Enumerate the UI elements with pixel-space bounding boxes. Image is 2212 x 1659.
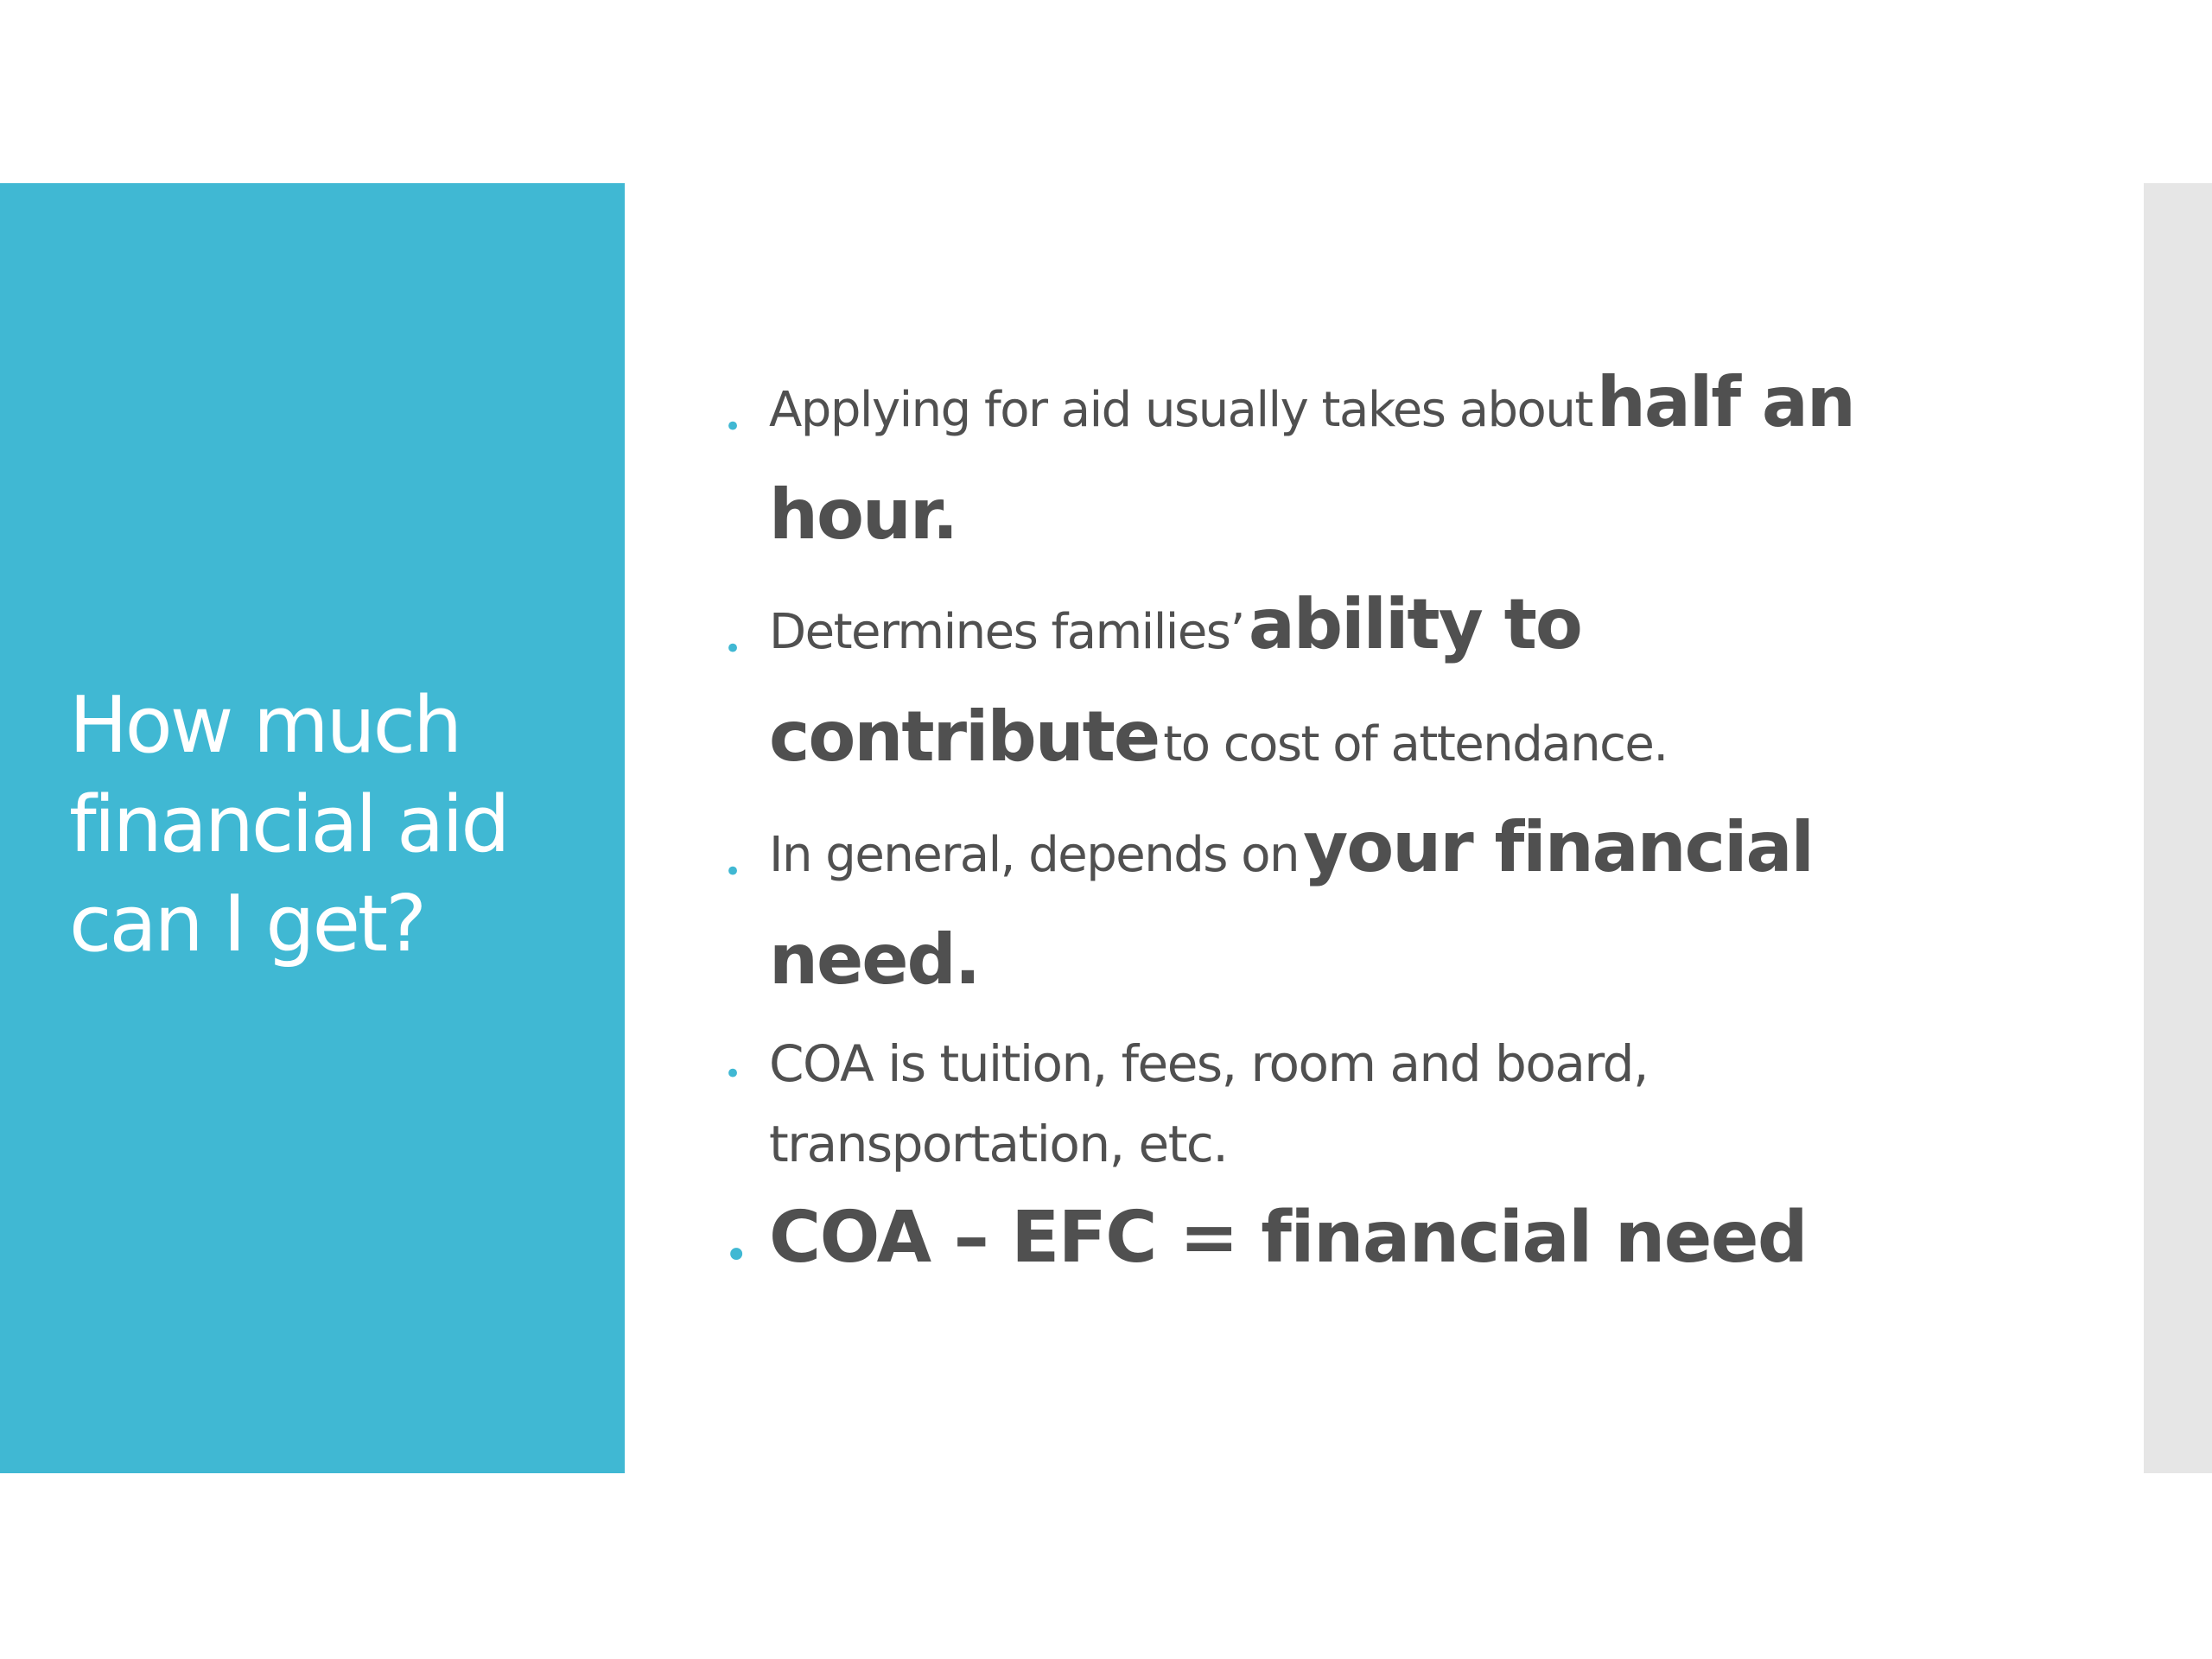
bullet-normal-text: Applying for aid usually takes about: [769, 382, 1592, 438]
bullet-dot-icon: •: [724, 632, 742, 666]
bullet-line: [769, 356, 2089, 468]
slide-title: [69, 676, 588, 974]
bullet-item-need-formula: [724, 1190, 2089, 1306]
bullet-normal-text: to cost of attendance.: [1163, 716, 1668, 772]
bullet-line: [769, 801, 2089, 913]
bullet-normal-text: In general, depends on: [769, 827, 1300, 883]
bullet-line: [769, 578, 2089, 690]
bullet-dot-icon: •: [724, 1057, 742, 1091]
bullet-text: [769, 356, 2089, 581]
bullet-emphasis-text: contribute: [769, 696, 1160, 777]
bullet-line: [769, 1030, 2089, 1110]
bullet-emphasis-text: your financial: [1303, 807, 1813, 887]
slide-title-line-3: can I get?: [69, 879, 424, 969]
slide-title-line-1: How much: [69, 680, 461, 771]
bullet-line: [769, 468, 2089, 581]
bullet-text: [769, 1190, 2089, 1306]
bullet-item-financial-need: [724, 801, 2089, 1026]
bullet-dot-icon: •: [724, 1231, 749, 1280]
bullet-line: [769, 1190, 2089, 1306]
bullet-emphasis-text: hour.: [769, 474, 957, 555]
slide-band: [0, 183, 2212, 1473]
bullet-dot-icon: •: [724, 855, 742, 889]
bullet-normal-text: transportation, etc.: [769, 1115, 1228, 1173]
bullet-item-coa-definition: [724, 1030, 2089, 1191]
formula-text: COA – EFC = financial need: [769, 1197, 1808, 1279]
bullet-text: [769, 801, 2089, 1026]
right-accent-strip: [2144, 183, 2212, 1473]
bullet-text: [769, 578, 2089, 803]
title-panel: [0, 183, 625, 1473]
bullet-item-apply-time: [724, 356, 2089, 581]
bullet-emphasis-text: ability to: [1248, 584, 1581, 664]
slide-title-line-2: financial aid: [69, 779, 508, 870]
bullet-line: [769, 913, 2089, 1026]
bullet-emphasis-text: need.: [769, 919, 980, 1000]
bullet-text: [769, 1030, 2089, 1191]
bullet-item-ability-to-contribute: [724, 578, 2089, 803]
bullet-line: [769, 690, 2089, 803]
bullet-emphasis-text: half an: [1596, 362, 1854, 442]
bullet-line: [769, 1110, 2089, 1191]
bullet-normal-text: Determines families’: [769, 604, 1244, 660]
bullet-normal-text: COA is tuition, fees, room and board,: [769, 1034, 1648, 1093]
bullet-dot-icon: •: [724, 410, 742, 444]
